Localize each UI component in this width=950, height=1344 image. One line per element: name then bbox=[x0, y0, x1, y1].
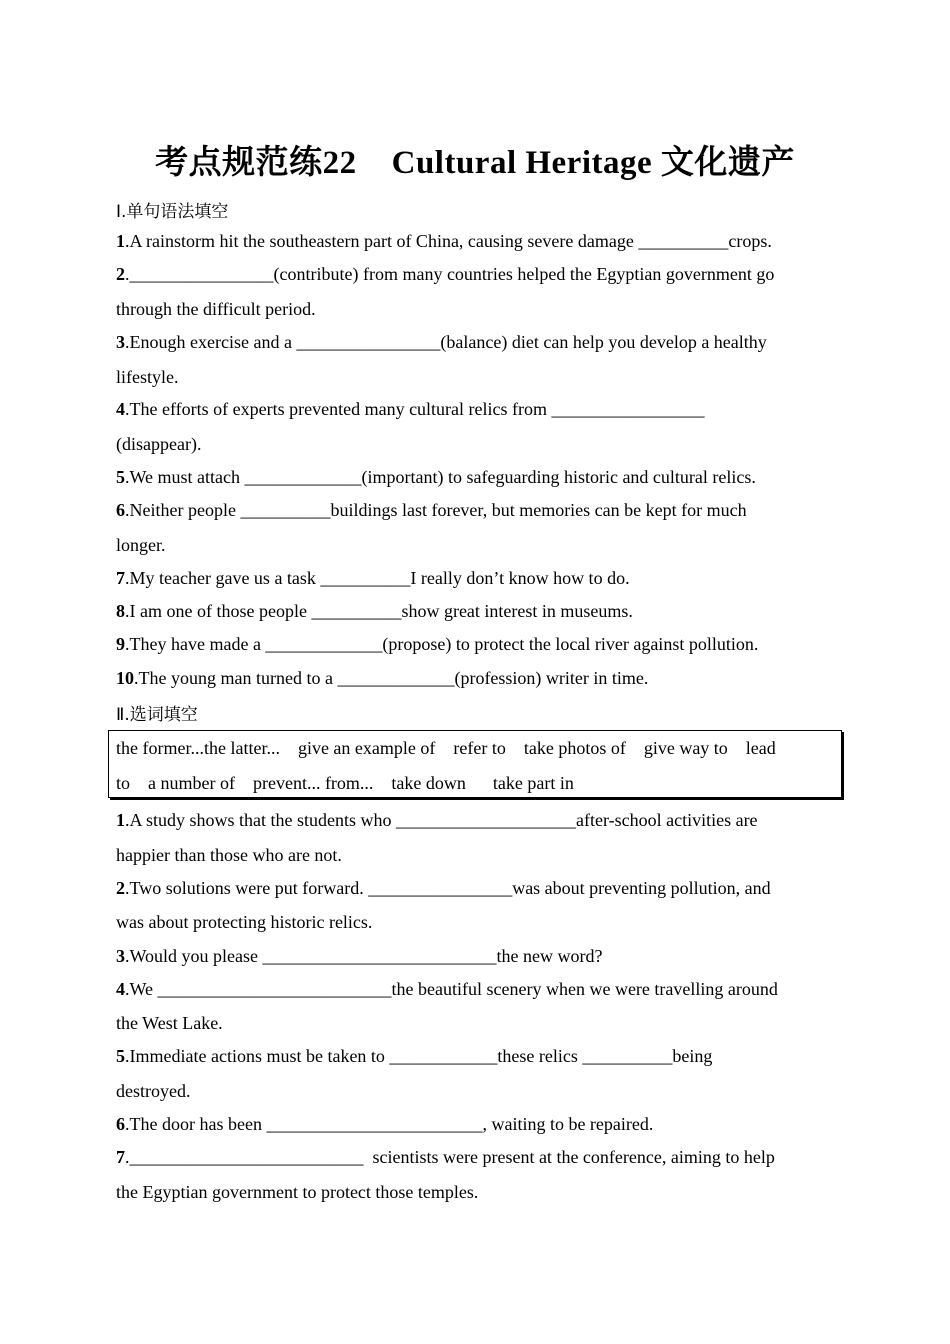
question-number: 5 bbox=[116, 467, 125, 487]
question-number: 2 bbox=[116, 878, 125, 898]
question-line bbox=[116, 567, 630, 589]
question-line bbox=[116, 331, 767, 353]
question-text: .Neither people __________buildings last forever, but memories can be kept for much bbox=[125, 500, 747, 520]
word-bank-line: the former...the latter... give an example of refer to take photos of give way to lead bbox=[116, 738, 776, 758]
question-line bbox=[116, 667, 648, 689]
word-bank-box bbox=[108, 730, 842, 798]
question-number: 6 bbox=[116, 1114, 125, 1134]
question-text: (disappear). bbox=[116, 434, 202, 454]
question-number: 1 bbox=[116, 231, 125, 251]
question-line bbox=[116, 1146, 775, 1168]
question-text: .A rainstorm hit the southeastern part of China, causing severe damage __________crops. bbox=[125, 231, 772, 251]
question-number: 2 bbox=[116, 264, 125, 284]
question-text: lifestyle. bbox=[116, 367, 179, 387]
page-title: 考点规范练22 Cultural Heritage 文化遗产 bbox=[155, 145, 795, 181]
question-text: was about protecting historic relics. bbox=[116, 912, 373, 932]
question-number: 9 bbox=[116, 634, 125, 654]
question-text: .The door has been ________________________, waiting to be repaired. bbox=[125, 1114, 654, 1134]
question-line bbox=[116, 877, 771, 899]
question-text: .They have made a _____________(propose) to protect the local river against pollution. bbox=[125, 634, 759, 654]
question-text: .Would you please __________________________the new word? bbox=[125, 946, 603, 966]
question-line bbox=[116, 1045, 712, 1067]
question-number: 4 bbox=[116, 979, 125, 999]
question-line bbox=[116, 600, 633, 622]
question-number: 5 bbox=[116, 1046, 125, 1066]
question-text: .We __________________________the beautiful scenery when we were travelling around bbox=[125, 979, 778, 999]
question-line bbox=[116, 911, 372, 933]
question-line bbox=[116, 398, 705, 420]
question-line bbox=[116, 633, 758, 655]
question-line bbox=[116, 978, 778, 1000]
question-text: destroyed. bbox=[116, 1081, 191, 1101]
question-line bbox=[116, 298, 316, 320]
question-line bbox=[116, 809, 758, 831]
question-number: 1 bbox=[116, 810, 125, 830]
word-bank-line: to a number of prevent... from... take down take part in bbox=[116, 773, 574, 793]
question-number: 7 bbox=[116, 1147, 125, 1167]
question-line bbox=[116, 433, 201, 455]
question-line bbox=[116, 499, 747, 521]
question-line bbox=[116, 1012, 223, 1034]
question-text: .The efforts of experts prevented many cultural relics from _________________ bbox=[125, 399, 705, 419]
question-text: .The young man turned to a _____________(profession) writer in time. bbox=[134, 668, 649, 688]
question-line bbox=[116, 1080, 190, 1102]
question-text: the Egyptian government to protect those temples. bbox=[116, 1182, 479, 1202]
question-text: .Two solutions were put forward. ________________was about preventing pollution, and bbox=[125, 878, 771, 898]
question-line bbox=[116, 230, 772, 252]
question-number: 10 bbox=[116, 668, 134, 688]
section2-heading: Ⅱ.选词填空 bbox=[116, 705, 198, 725]
question-text: through the difficult period. bbox=[116, 299, 316, 319]
question-text: longer. bbox=[116, 535, 166, 555]
question-text: .Immediate actions must be taken to ____________these relics __________being bbox=[125, 1046, 713, 1066]
question-line bbox=[116, 534, 166, 556]
question-text: happier than those who are not. bbox=[116, 845, 342, 865]
question-text: the West Lake. bbox=[116, 1013, 223, 1033]
question-text: .________________(contribute) from many countries helped the Egyptian government go bbox=[125, 264, 775, 284]
question-number: 6 bbox=[116, 500, 125, 520]
question-number: 3 bbox=[116, 332, 125, 352]
question-text: .__________________________ scientists were present at the conference, aiming to help bbox=[125, 1147, 775, 1167]
question-number: 3 bbox=[116, 946, 125, 966]
question-line bbox=[116, 263, 774, 285]
question-number: 8 bbox=[116, 601, 125, 621]
question-line bbox=[116, 1113, 653, 1135]
section1-heading: Ⅰ.单句语法填空 bbox=[116, 202, 229, 222]
question-number: 7 bbox=[116, 568, 125, 588]
question-text: .A study shows that the students who ____________________after-school activities are bbox=[125, 810, 758, 830]
question-text: .My teacher gave us a task __________I really don’t know how to do. bbox=[125, 568, 630, 588]
question-text: .We must attach _____________(important) to safeguarding historic and cultural relics. bbox=[125, 467, 756, 487]
question-line bbox=[116, 844, 342, 866]
question-line bbox=[116, 945, 602, 967]
question-text: .Enough exercise and a ________________(balance) diet can help you develop a healthy bbox=[125, 332, 767, 352]
question-line bbox=[116, 1181, 478, 1203]
question-line bbox=[116, 366, 178, 388]
question-number: 4 bbox=[116, 399, 125, 419]
question-line bbox=[116, 466, 756, 488]
question-text: .I am one of those people __________show great interest in museums. bbox=[125, 601, 633, 621]
